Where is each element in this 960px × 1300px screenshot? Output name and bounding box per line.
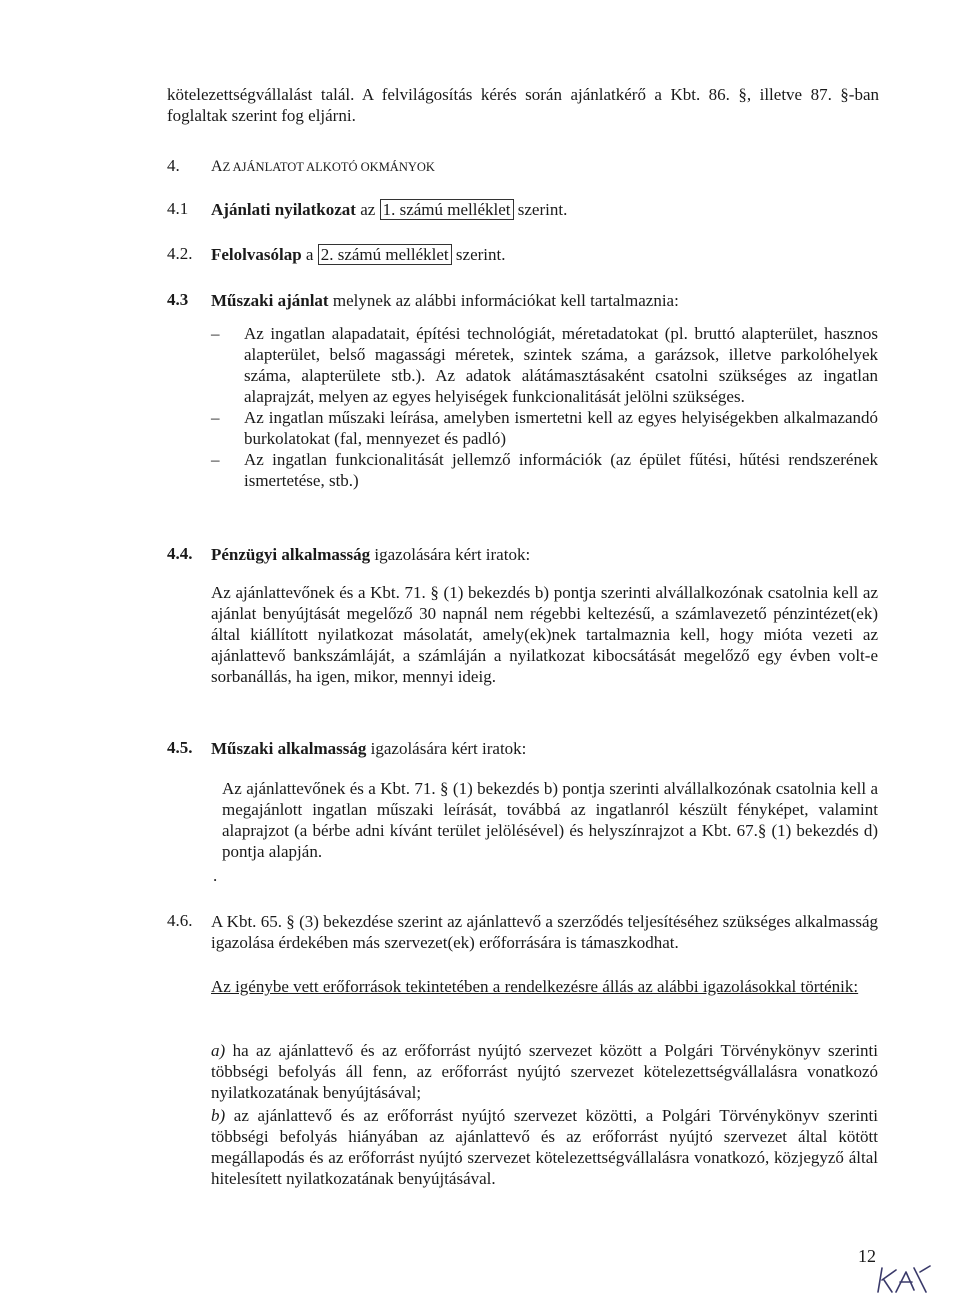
s44-number: 4.4. [167,544,193,563]
intro-paragraph [167,84,879,126]
s45-bold: Műszaki alkalmasság [211,739,367,758]
s43-list [211,323,878,491]
s46-item-b [211,1105,878,1189]
s41-number: 4.1 [167,199,189,218]
s41-bold: Ajánlati nyilatkozat [211,200,356,219]
intro-text: kötelezettségvállalást talál. A felvilágosítás kérés során ajánlatkérő a Kbt. 86. §, illetve 87. §-ban foglaltak szerint fog eljárni. [167,85,879,125]
s43-item-3: – Az ingatlan funkcionalitását jellemző információk (az épület fűtési, hűtési rendszerének ismertetése, stb.) [211,449,878,491]
s46-item-a-label: a) [211,1041,226,1060]
s43-line [211,290,679,311]
s46-underlined: Az igénybe vett erőforrások tekintetében a rendelkezésre állás az alábbi igazolásokkal történik: [211,977,859,996]
s44-line [211,544,530,565]
s46-item-a [211,1040,878,1103]
s45-body: Az ajánlattevőnek és a Kbt. 71. § (1) bekezdés b) pontja szerinti alvállalkozónak csatolnia kell a megajánlott ingatlan műszaki leírását, továbbá az ingatlanról készült fényképet, valamint alaprajzot (a bérbe adni kívánt terület jelölésével) és helyszínrajzot a Kbt. 67.§ (1) bekezdés d) pontja alapján. [222,779,878,861]
handwritten-signature [870,1262,940,1296]
s44-bold: Pénzügyi alkalmasság [211,545,371,564]
s43-number: 4.3 [167,290,189,309]
section-4-number: 4. [167,156,180,175]
s46-body: A Kbt. 65. § (3) bekezdése szerint az ajánlattevő a szerződés teljesítéséhez szükséges alkalmasság igazolása érdekében más szervezet(ek) erőforrására is támaszkodhat. [211,912,878,952]
s43-bold: Műszaki ajánlat [211,291,329,310]
s42-post: szerint. [451,245,506,264]
s46-number: 4.6. [167,911,193,930]
annex-2-reference[interactable]: 2. számú melléklet [318,244,452,265]
s43-item-2: – Az ingatlan műszaki leírása, amelyben ismertetni kell az egyes helyiségekben alkalmazandó burkolatokat (fal, mennyezet és padló) [211,407,878,449]
s44-body: Az ajánlattevőnek és a Kbt. 71. § (1) bekezdés b) pontja szerinti alvállalkozónak csatolnia kell az ajánlat benyújtását megelőző 30 napnál nem régebbi keltezésű, a számlavezető pénzintézet(ek) által kiállított nyilatkozat másolatát, amely(ek)nek tartalmaznia kell, hogy mióta vezeti az ajánlattevő bankszámláját, a számláján a nyilatkozat kibocsátását megelőző egy évben volt-e sorbanállás, ha igen, mikor, mennyi ideig. [211,583,878,686]
s45-number: 4.5. [167,738,193,757]
s43-item-1: – Az ingatlan alapadatait, építési technológiát, méretadatokat (pl. bruttó alapterület, hasznos alapterület, belső magassági méretek, szintek száma, a garázsok, illetve parkolóhelyek száma, alapterülete stb.). Az adatok alátámasztásaként csatolni szükséges az ingatlan alaprajzát, melyen az egyes helyiségek funkcionalitását jelölni szükséges. [211,323,878,407]
s41-post: szerint. [513,200,568,219]
s44-rest: igazolására kért iratok: [370,545,531,564]
s46-item-b-label: b) [211,1106,226,1125]
s42-pre: a [301,245,318,264]
s46-item-b-text: az ajánlattevő és az erőforrást nyújtó szervezet közötti, a Polgári Törvénykönyv szerinti többségi befolyás hiányában az ajánlattevő és az erőforrást nyújtó szervezet által kötött megállapodás és az erőforrást nyújtó szervezet kötelezettségvállalásra vonatkozó, közjegyző által hitelesített nyilatkozatának benyújtásával. [211,1106,878,1188]
s42-line [211,244,505,265]
s46-item-a-text: ha az ajánlattevő és az erőforrást nyújtó szervezet között a Polgári Törvénykönyv szerinti többségi befolyás áll fenn, az erőforrást nyújtó szervezet kötelezettségvállalásra vonatkozó nyilatkozatának benyújtásával; [211,1041,878,1102]
section-4-title [211,156,435,176]
s42-number: 4.2. [167,244,193,263]
s41-line [211,199,567,220]
section-4-title-cap: A [211,158,223,175]
s45-stray-mark: . [213,866,218,885]
s42-bold: Felolvasólap [211,245,302,264]
section-4-title-rest: Z AJÁNLATOT ALKOTÓ OKMÁNYOK [222,160,435,174]
annex-1-reference[interactable]: 1. számú melléklet [380,199,514,220]
s45-rest: igazolására kért iratok: [366,739,527,758]
s41-pre: az [355,200,380,219]
s43-rest: melynek az alábbi információkat kell tartalmaznia: [328,291,679,310]
page-number: 12 [858,1246,876,1266]
s45-line [211,738,526,759]
